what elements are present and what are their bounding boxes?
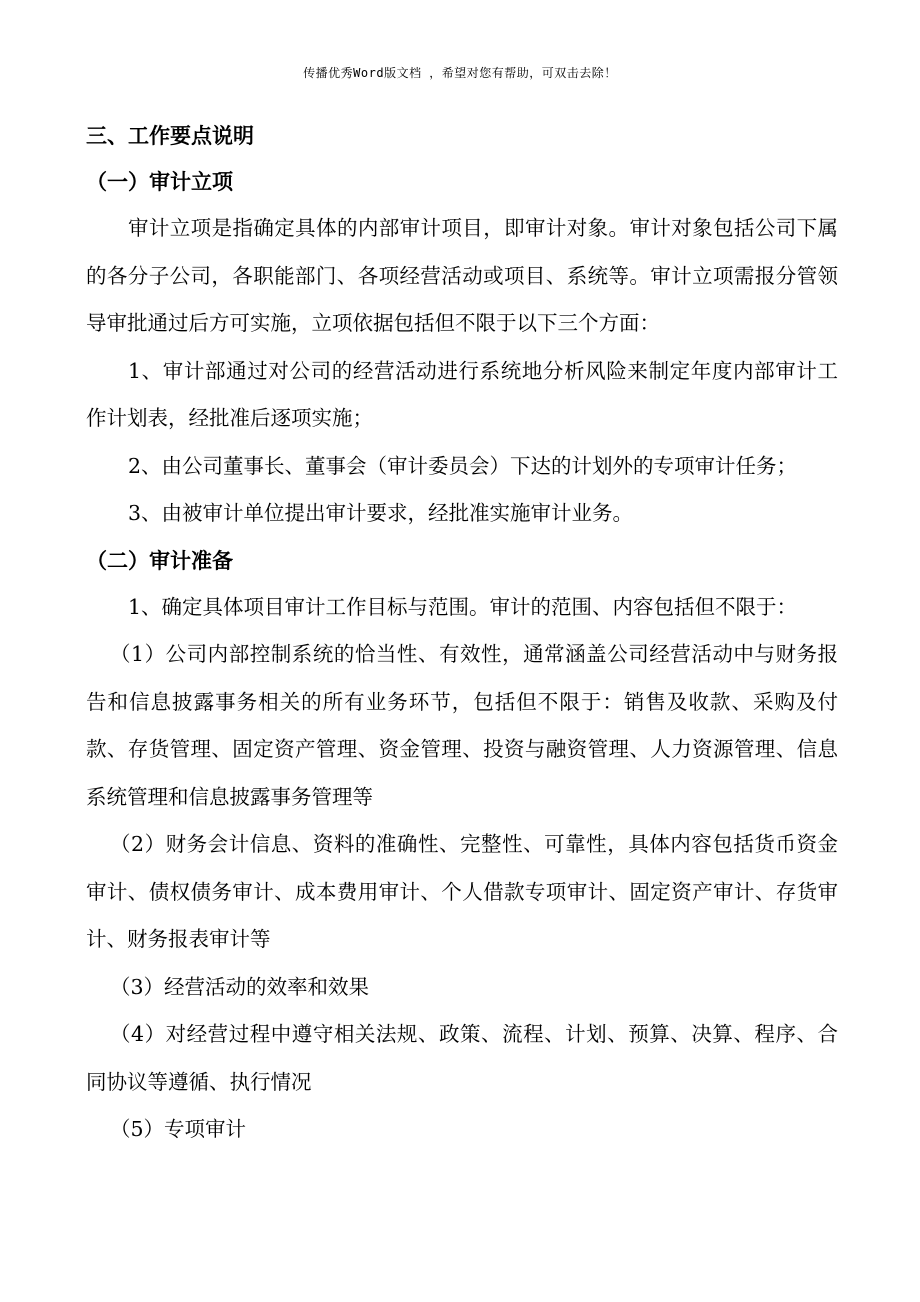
paragraph: 2、由公司董事长、董事会（审计委员会）下达的计划外的专项审计任务； [128, 453, 798, 478]
paragraph: 1、审计部通过对公司的经营活动进行系统地分析风险来制定年度内部审计工作计划表，经批准后逐项实施； [86, 358, 838, 430]
paragraph: （5）专项审计 [110, 1117, 247, 1141]
document-body [86, 114, 838, 1154]
paragraph: （2）财务会计信息、资料的准确性、完整性、可靠性，具体内容包括货币资金审计、债权债务审计、成本费用审计、个人借款专项审计、固定资产审计、存货审计、财务报表审计等 [86, 832, 838, 951]
section-title: 三、工作要点说明 [86, 124, 254, 148]
subsection-title-audit-preparation: （二）审计准备 [86, 548, 233, 573]
paragraph: 审计立项是指确定具体的内部审计项目，即审计对象。审计对象包括公司下属的各分子公司，各职能部门、各项经营活动或项目、系统等。审计立项需报分管领导审批通过后方可实施，立项依据包括但不限于以下三个方面： [86, 216, 838, 335]
paragraph: （4）对经营过程中遵守相关法规、政策、流程、计划、预算、决算、程序、合同协议等遵循、执行情况 [86, 1022, 838, 1094]
paragraph: 3、由被审计单位提出审计要求，经批准实施审计业务。 [128, 501, 634, 525]
paragraph: （3）经营活动的效率和效果 [110, 974, 370, 999]
paragraph: 1、确定具体项目审计工作目标与范围。审计的范围、内容包括但不限于： [128, 594, 798, 619]
subsection-title-project-initiation: （一）审计立项 [86, 170, 233, 194]
paragraph: （1）公司内部控制系统的恰当性、有效性，通常涵盖公司经营活动中与财务报告和信息披露事务相关的所有业务环节，包括但不限于：销售及收款、采购及付款、存货管理、固定资产管理、资金管理、投资与融资管理、人力资源管理、信息系统管理和信息披露事务管理等 [86, 642, 838, 809]
page-header: 传播优秀Word版文档 ，希望对您有帮助，可双击去除！ [303, 66, 617, 80]
